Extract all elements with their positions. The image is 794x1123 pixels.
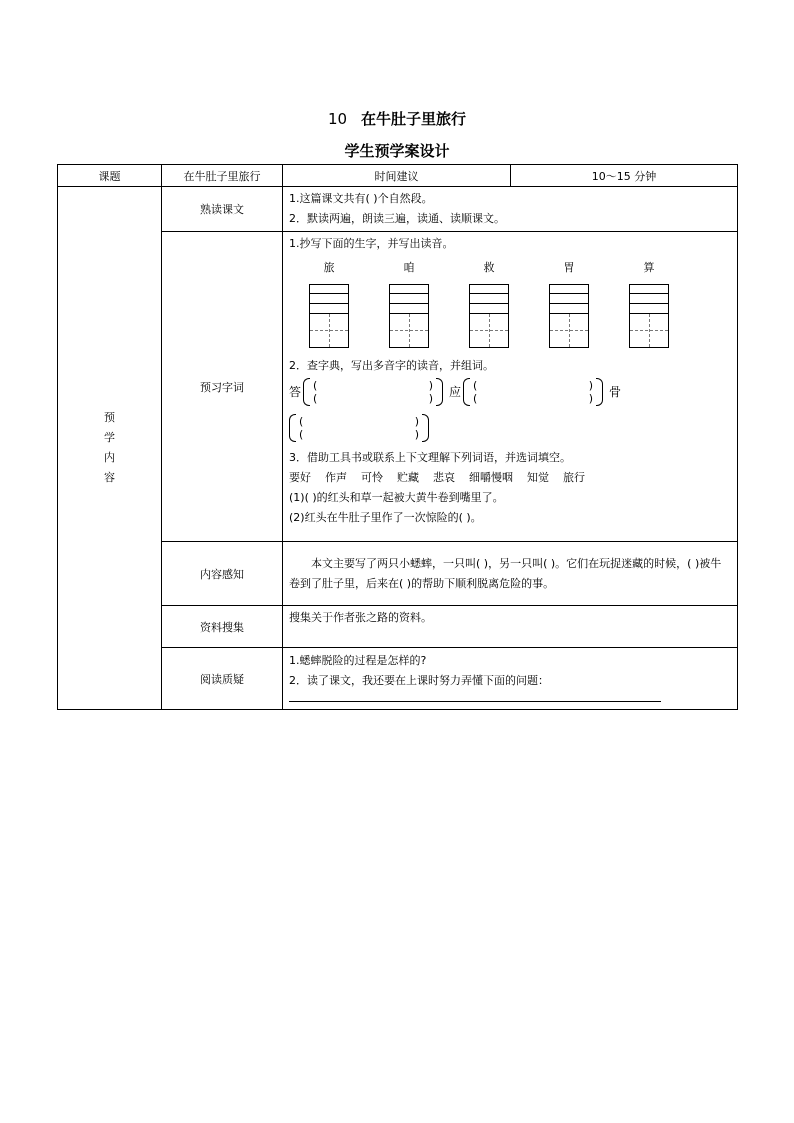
table-header-row (58, 165, 738, 187)
word-option: 悲哀 (433, 471, 455, 484)
lesson-title (0, 108, 794, 129)
lesson-title-text: 在牛肚子里旅行 (361, 110, 467, 128)
reading-line-1: 1.这篇课文共有( )个自然段。 (289, 192, 433, 205)
polyphone-row (289, 378, 731, 406)
word-option: 知觉 (527, 471, 549, 484)
vocab-label: 预习字词 (162, 232, 283, 542)
left-brace-icon (303, 378, 310, 406)
word-option: 可怜 (361, 471, 383, 484)
time-value: 10～15 分钟 (511, 165, 738, 187)
polyphone-blanks[interactable]: ( ) ( ) (313, 379, 434, 405)
writing-grid[interactable] (469, 284, 509, 348)
section-char: 容 (104, 471, 115, 484)
word-option: 贮藏 (397, 471, 419, 484)
questions-label: 阅读质疑 (162, 648, 283, 710)
new-char: 算 (643, 261, 655, 274)
lesson-number: 10 (327, 110, 348, 128)
word-option: 要好 (289, 471, 311, 484)
answer-line[interactable] (289, 701, 661, 702)
section-char: 预 (104, 411, 115, 424)
section-char: 内 (104, 451, 115, 464)
writing-grid[interactable] (389, 284, 429, 348)
word-option: 旅行 (563, 471, 585, 484)
vocab-q2: 2．查字典，写出多音字的读音，并组词。 (289, 359, 494, 372)
time-label: 时间建议 (283, 165, 511, 187)
reading-cell (283, 187, 738, 232)
word-list (289, 468, 731, 488)
content-cell (283, 542, 738, 606)
polyphone-char: 答 (289, 385, 302, 399)
word-option: 作声 (325, 471, 347, 484)
writing-grid[interactable] (629, 284, 669, 348)
polyphone-char: 骨 (609, 385, 622, 399)
fill-blank-2: (2)红头在牛肚子里作了一次惊险的( )。 (289, 511, 482, 524)
word-option: 细嚼慢咽 (469, 471, 513, 484)
vocab-q3: 3．借助工具书或联系上下文理解下列词语，并选词填空。 (289, 451, 571, 464)
right-brace-icon (422, 414, 429, 442)
topic-label: 课题 (58, 165, 162, 187)
writing-grid[interactable] (549, 284, 589, 348)
research-cell (283, 606, 738, 648)
table-row (58, 187, 738, 232)
question-line-2: 2．读了课文，我还要在上课时努力弄懂下面的问题： (289, 674, 549, 687)
left-brace-icon (463, 378, 470, 406)
new-char: 旅 (323, 261, 335, 274)
writing-grid[interactable] (309, 284, 349, 348)
left-brace-icon (289, 414, 296, 442)
new-char: 救 (483, 261, 495, 274)
question-line-1: 1.蟋蟀脱险的过程是怎样的? (289, 654, 427, 667)
polyphone-blanks[interactable]: ( ) ( ) (299, 415, 419, 441)
research-text: 搜集关于作者张之路的资料。 (289, 611, 432, 624)
new-char: 胃 (563, 261, 575, 274)
reading-label: 熟读课文 (162, 187, 283, 232)
vocab-q1: 1.抄写下面的生字，并写出读音。 (289, 237, 454, 250)
polyphone-blanks[interactable]: ( ) ( ) (473, 379, 594, 405)
polyphone-char: 应 (449, 385, 462, 399)
new-chars (289, 258, 689, 278)
right-brace-icon (596, 378, 603, 406)
polyphone-row (289, 414, 731, 442)
section-char: 学 (104, 431, 115, 444)
research-label: 资料搜集 (162, 606, 283, 648)
vocab-cell (283, 232, 738, 542)
new-char: 咱 (403, 261, 415, 274)
writing-grids (289, 284, 689, 348)
content-text: 本文主要写了两只小蟋蟀，一只叫( )，另一只叫( )。它们在玩捉迷藏的时候，( )被牛卷到了肚子里，后来在( )的帮助下顺利脱离危险的事。 (289, 556, 722, 590)
right-brace-icon (436, 378, 443, 406)
questions-cell (283, 648, 738, 710)
fill-blank-1: (1)( )的红头和草一起被大黄牛卷到嘴里了。 (289, 491, 504, 504)
section-label (58, 187, 162, 710)
reading-line-2: 2．默读两遍，朗读三遍，读通、读顺课文。 (289, 212, 505, 225)
content-label: 内容感知 (162, 542, 283, 606)
preview-table (57, 164, 738, 710)
topic-value: 在牛肚子里旅行 (162, 165, 283, 187)
page-subtitle: 学生预学案设计 (344, 142, 450, 160)
